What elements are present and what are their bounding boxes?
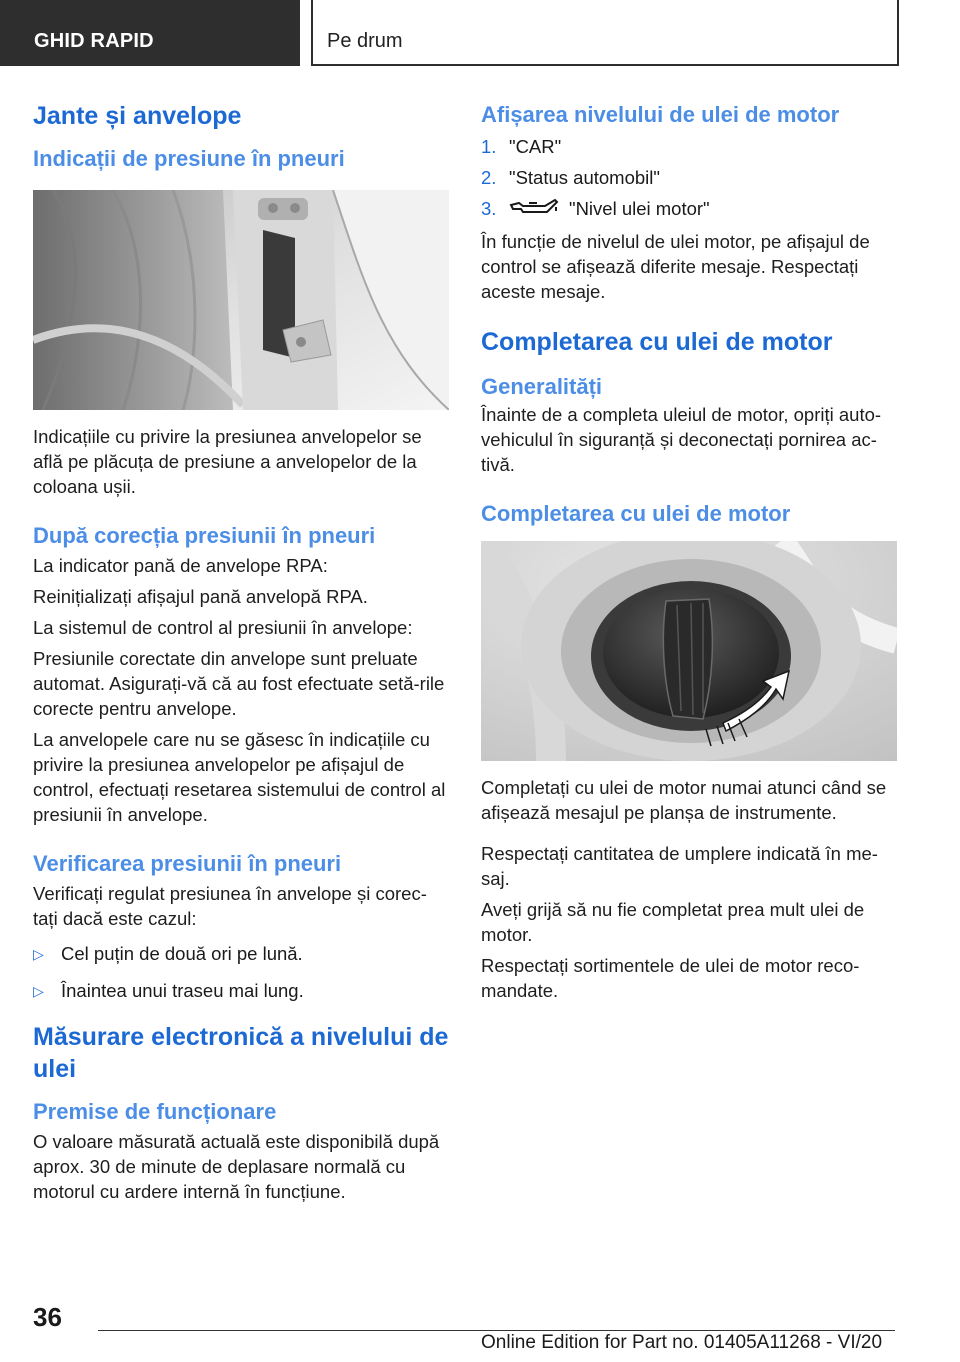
heading-oil-refill-sub: Completarea cu ulei de motor [481, 501, 791, 527]
heading-after-correction: După corecția presiunii în pneuri [33, 523, 376, 548]
tpm-auto-text: Presiunile corectate din anvelope sunt preluate automat. Asigurați-vă că au fost efectuate setă-rile corecte pentru anvelope. [33, 648, 445, 719]
footer-edition: Online Edition for Part no. 01405A11268 - VI/20 [481, 1332, 883, 1353]
heading-pressure-info: Indicații de presiune în pneuri [33, 146, 345, 171]
refill-text-2: Respectați cantitatea de umplere indicată în me-saj. [481, 843, 878, 890]
heading-check-pressure: Verificarea presiunii în pneuri [33, 851, 342, 876]
list-item: 3. "Nivel ulei motor" [481, 196, 897, 223]
oil-filler-cap-image [481, 541, 897, 761]
header-section-title: GHID RAPID [34, 30, 154, 52]
footer-divider [98, 1330, 895, 1331]
general-text: Înainte de a completa uleiul de motor, opriți auto-vehiculul în siguranță și deconectați pornirea ac-tivă. [481, 404, 882, 476]
tpm-reset-text: La anvelopele care nu se găsesc în indicațiile cu privire la presiunea anvelopelor pe afișajul de control, efectuați resetarea sistemului de control al presiunii în anvelope. [33, 729, 446, 825]
list-item: 2. "Status automobil" [481, 167, 660, 188]
header-section-tab [0, 0, 300, 66]
refill-text-4: Respectați sortimentele de ulei de motor reco-mandate. [481, 955, 860, 1002]
right-column [481, 100, 897, 1009]
heading-oil-display: Afișarea nivelului de ulei de motor [481, 102, 840, 127]
heading-tires: Jante și anvelope [33, 102, 242, 130]
check-pressure-text: Verificați regulat presiunea în anvelope și corec-tați dacă este cazul: [33, 883, 427, 929]
list-item: 1. "CAR" [481, 136, 562, 157]
triangle-bullet-icon: ▷ [33, 946, 44, 962]
heading-prerequisites: Premise de funcționare [33, 1099, 277, 1124]
list-item: ▷ Cel puțin de două ori pe lună. [33, 941, 449, 966]
oil-can-icon [509, 197, 559, 223]
page-number: 36 [33, 1302, 62, 1332]
rpa-reset-text: Reinițializați afișajul pană anvelopă RPA. [33, 586, 368, 607]
heading-oil-measurement: Măsurare electronică a nivelului de ulei [33, 1023, 449, 1083]
check-bullet-list [33, 941, 449, 1003]
pressure-info-text: Indicațiile cu privire la presiunea anvelopelor se află pe plăcuța de presiune a anvelopelor de la coloana ușii. [33, 426, 422, 497]
left-column [33, 100, 449, 1210]
header-chapter-tab [311, 0, 899, 66]
tpm-text: La sistemul de control al presiunii în anvelope: [33, 617, 413, 638]
heading-general: Generalități [481, 374, 603, 400]
door-pillar-image [33, 190, 449, 410]
list-item: ▷ Înaintea unui traseu mai lung. [33, 978, 449, 1003]
oil-display-text: În funcție de nivelul de ulei motor, pe afișajul de control se afișează diferite mesaje. Respectați aceste mesaje. [481, 231, 870, 303]
refill-text-1: Completați cu ulei de motor numai atunci când se afișează mesajul pe planșa de instrumente. [481, 777, 887, 824]
triangle-bullet-icon: ▷ [33, 983, 44, 999]
oil-display-steps [481, 134, 897, 223]
rpa-text: La indicator pană de anvelope RPA: [33, 555, 328, 576]
refill-text-3: Aveți grijă să nu fie completat prea mult ulei de motor. [481, 899, 865, 946]
header-chapter-title: Pe drum [327, 30, 403, 52]
prerequisites-text: O valoare măsurată actuală este disponibilă după aprox. 30 de minute de deplasare normală cu motorul cu ardere internă în funcțiune. [33, 1131, 440, 1202]
heading-oil-refill: Completarea cu ulei de motor [481, 328, 833, 357]
